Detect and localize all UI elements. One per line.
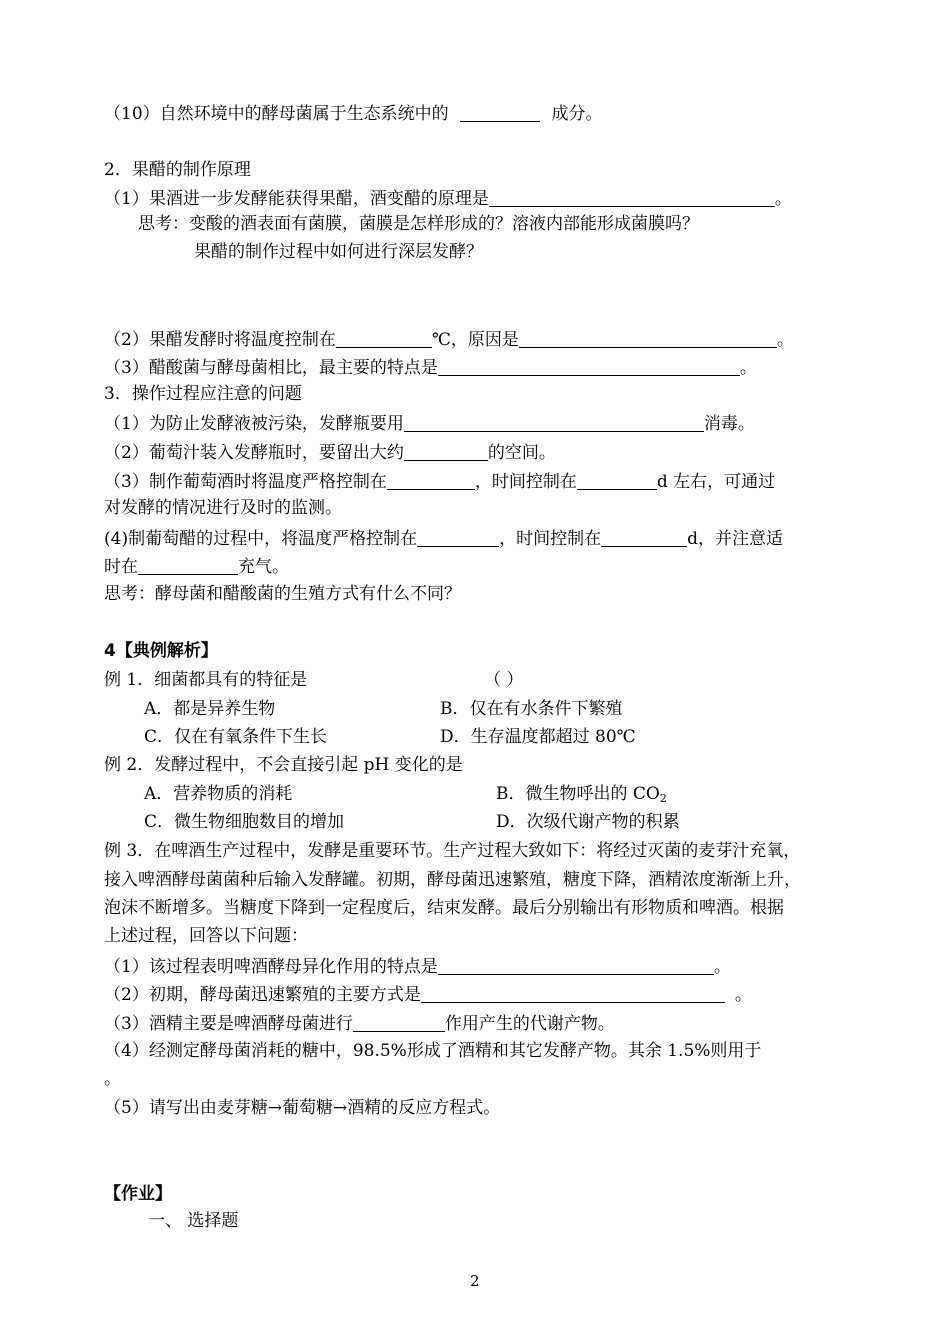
item-suffix: 消毒。 [703,414,755,434]
item-text: （1）为防止发酵液被污染，发酵瓶要用 [104,414,404,434]
item-text: （1）该过程表明啤酒酵母异化作用的特点是 [104,957,438,977]
answer-blank[interactable] [460,104,540,122]
answer-blank[interactable] [417,529,499,547]
answer-blank[interactable] [519,330,777,348]
section-2-item-1 [104,189,792,208]
item-text: （2）果醋发酵时将温度控制在 [104,330,336,350]
example-2-option-b[interactable] [496,786,667,804]
section-3-item-2 [104,443,556,462]
question-10-text: （10）自然环境中的酵母菌属于生态系统中的 [104,104,449,124]
item-suffix: 。 [713,957,731,977]
answer-blank[interactable] [489,189,775,207]
example-1-question: 例 1．细菌都具有的特征是 [104,670,308,690]
section-3-item-3-line-2: 对发酵的情况进行及时的监测。 [104,498,342,518]
section-4-heading: 4【典例解析】 [104,641,218,661]
section-3-item-1 [104,414,755,433]
item-mid: ，时间控制在 [499,529,602,549]
answer-blank[interactable] [138,557,238,575]
answer-blank[interactable] [404,414,704,432]
item-suffix: d 左右，可通过 [656,472,776,492]
example-3-q3 [104,1014,615,1033]
answer-blank[interactable] [353,1014,445,1032]
question-10-suffix: 成分。 [551,104,603,124]
item-text: (4)制葡萄醋的过程中，将温度严格控制在 [104,529,418,549]
section-3-item-4-line-2 [104,557,289,576]
item-suffix: 作用产生的代谢产物。 [444,1014,615,1034]
item-suffix: 充气。 [238,557,289,577]
item-text: （2）葡萄汁装入发酵瓶时，要留出大约 [104,443,404,463]
answer-blank[interactable] [577,472,657,490]
example-2-question: 例 2．发酵过程中，不会直接引起 pH 变化的是 [104,755,463,775]
item-suffix: 。 [734,985,752,1005]
item-mid: ℃，原因是 [431,330,519,350]
answer-blank[interactable] [336,330,432,348]
homework-heading: 【作业】 [104,1184,172,1204]
example-1-answer-paren[interactable]: （ ） [484,670,524,690]
example-3-line-4: 上述过程，回答以下问题： [104,926,308,946]
item-suffix: 。 [774,189,792,209]
example-3-q2 [104,985,752,1004]
answer-blank[interactable] [387,472,475,490]
item-suffix: 的空间。 [487,443,556,463]
answer-blank[interactable] [438,957,714,975]
example-2-option-d[interactable]: D．次级代谢产物的积累 [496,812,680,832]
item-suffix: 。 [739,358,757,378]
answer-blank[interactable] [421,985,725,1003]
example-3-q5: （5）请写出由麦芽糖→葡萄糖→酒精的反应方程式。 [104,1098,501,1118]
item-text: （3）酒精主要是啤酒酵母菌进行 [104,1014,353,1034]
subscript: 2 [659,792,667,805]
section-3-item-4 [104,529,783,548]
section-2-item-2 [104,330,794,349]
question-10 [104,104,602,123]
example-2-option-c[interactable]: C．微生物细胞数目的增加 [144,812,345,832]
example-3-q4-line-2: 。 [104,1069,121,1089]
answer-blank[interactable] [601,529,687,547]
item-text: （3）醋酸菌与酵母菌相比，最主要的特点是 [104,358,438,378]
example-3-q4: （4）经测定酵母菌消耗的糖中，98.5%形成了酒精和其它发酵产物。其余 1.5%则用于 [104,1041,762,1061]
example-1-option-a[interactable]: A．都是异养生物 [144,699,276,719]
homework-item-1: 一、 选择题 [148,1211,239,1231]
answer-blank[interactable] [404,443,488,461]
item-suffix: d，并注意适 [687,529,783,549]
item-text: （3）制作葡萄酒时将温度严格控制在 [104,472,387,492]
think-line-2: 果醋的制作过程中如何进行深层发酵？ [194,242,483,262]
page-number: 2 [470,1272,480,1290]
item-text: 时在 [104,557,138,577]
section-2-heading: 2．果醋的制作原理 [104,160,251,180]
option-text: B．微生物呼出的 CO [496,784,660,804]
example-3-line-3: 泡沫不断增多。当糖度下降到一定程度后，结束发酵。最后分别输出有形物质和啤酒。根据 [104,898,784,918]
example-1-option-d[interactable]: D．生存温度都超过 80℃ [440,727,636,747]
example-3-q1 [104,957,731,976]
example-2-option-a[interactable]: A．营养物质的消耗 [144,784,293,804]
think-line-1: 思考：变酸的酒表面有菌膜，菌膜是怎样形成的？溶液内部能形成菌膜吗？ [138,214,699,234]
section-3-item-3 [104,472,775,491]
example-1-option-c[interactable]: C．仅在有氧条件下生长 [144,727,328,747]
section-3-heading: 3．操作过程应注意的问题 [104,384,302,404]
example-3-line-2: 接入啤酒酵母菌菌种后输入发酵罐。初期，酵母菌迅速繁殖，糖度下降，酒精浓度渐渐上升， [104,870,801,890]
item-suffix: 。 [776,330,794,350]
example-1-option-b[interactable]: B．仅在有水条件下繁殖 [440,699,623,719]
section-3-think: 思考：酵母菌和醋酸菌的生殖方式有什么不同？ [104,584,461,604]
section-2-item-3 [104,358,757,377]
item-text: （2）初期，酵母菌迅速繁殖的主要方式是 [104,985,421,1005]
example-3-line-1: 例 3．在啤酒生产过程中，发酵是重要环节。生产过程大致如下：将经过灭菌的麦芽汁充氧， [104,841,801,861]
answer-blank[interactable] [438,358,740,376]
item-mid: ，时间控制在 [474,472,577,492]
item-text: （1）果酒进一步发酵能获得果醋，酒变醋的原理是 [104,189,489,209]
